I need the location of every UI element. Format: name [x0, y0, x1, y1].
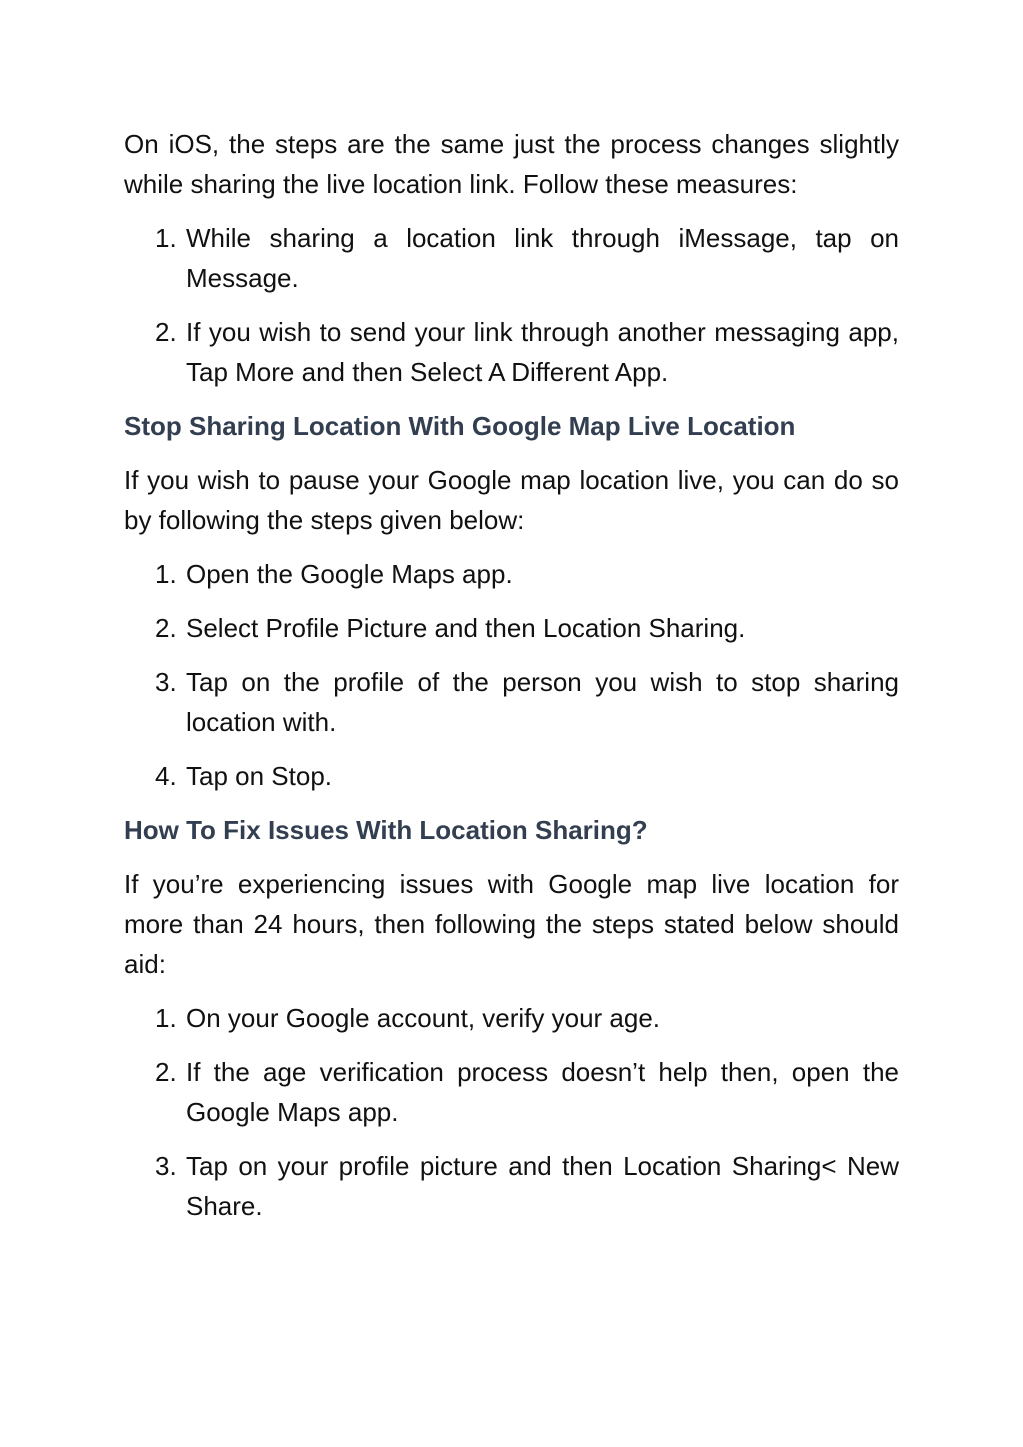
- list-number: 1.: [155, 223, 177, 253]
- list-item-text: Tap on your profile picture and then Location Sharing< New Share.: [186, 1151, 899, 1221]
- list-item: [124, 662, 899, 742]
- fix-issues-steps-list: [124, 998, 899, 1226]
- list-number: 4.: [155, 761, 177, 791]
- list-item: [124, 998, 899, 1038]
- list-item-text: Tap on Stop.: [186, 761, 332, 791]
- list-number: 3.: [155, 667, 177, 697]
- list-item-text: If you wish to send your link through another messaging app, Tap More and then Select A Different App.: [186, 317, 899, 387]
- document-page: [124, 124, 899, 1240]
- list-item: [124, 1052, 899, 1132]
- list-item-text: If the age verification process doesn’t help then, open the Google Maps app.: [186, 1057, 899, 1127]
- list-number: 2.: [155, 317, 177, 347]
- list-item: [124, 756, 899, 796]
- list-item: [124, 1146, 899, 1226]
- list-item-text: Select Profile Picture and then Location Sharing.: [186, 613, 746, 643]
- list-item: [124, 218, 899, 298]
- fix-issues-intro-paragraph: If you’re experiencing issues with Google map live location for more than 24 hours, then following the steps stated below should aid:: [124, 869, 899, 979]
- ios-intro-paragraph: On iOS, the steps are the same just the process changes slightly while sharing the live location link. Follow these measures:: [124, 129, 899, 199]
- list-item-text: Open the Google Maps app.: [186, 559, 513, 589]
- list-number: 1.: [155, 1003, 177, 1033]
- ios-steps-list: [124, 218, 899, 392]
- list-item: [124, 554, 899, 594]
- list-number: 3.: [155, 1151, 177, 1181]
- list-item: [124, 608, 899, 648]
- stop-sharing-heading: Stop Sharing Location With Google Map Live Location: [124, 411, 796, 441]
- stop-sharing-intro-paragraph: If you wish to pause your Google map location live, you can do so by following the steps given below:: [124, 465, 899, 535]
- list-item-text: Tap on the profile of the person you wish to stop sharing location with.: [186, 667, 899, 737]
- list-item: [124, 312, 899, 392]
- list-item-text: While sharing a location link through iMessage, tap on Message.: [186, 223, 899, 293]
- list-item-text: On your Google account, verify your age.: [186, 1003, 661, 1033]
- list-number: 2.: [155, 613, 177, 643]
- list-number: 2.: [155, 1057, 177, 1087]
- list-number: 1.: [155, 559, 177, 589]
- stop-sharing-steps-list: [124, 554, 899, 796]
- fix-issues-heading: How To Fix Issues With Location Sharing?: [124, 815, 648, 845]
